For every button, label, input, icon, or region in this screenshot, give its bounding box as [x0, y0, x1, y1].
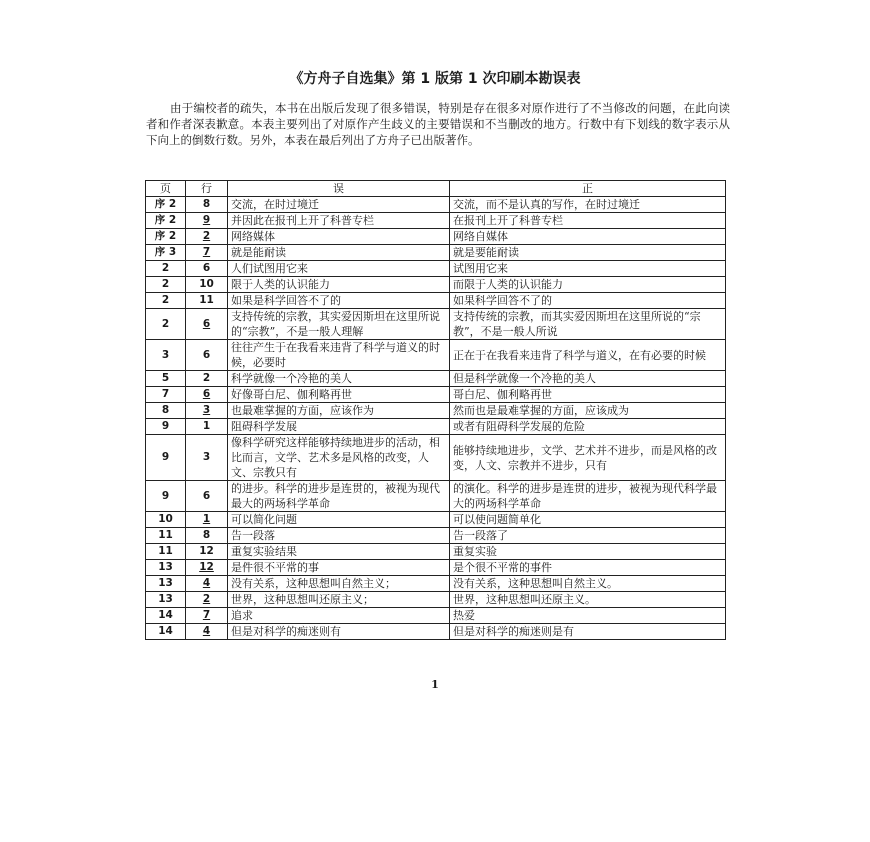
cell-line: [186, 419, 228, 435]
cell-line-number: 3: [202, 451, 211, 463]
cell-right: 是个很不平常的事件: [450, 560, 726, 576]
cell-right: 但是科学就像一个冷艳的美人: [450, 371, 726, 387]
cell-line: [186, 481, 228, 512]
cell-page: 2: [146, 261, 186, 277]
cell-line: [186, 371, 228, 387]
cell-wrong: 往往产生于在我看来违背了科学与道义的时候，必要时: [228, 340, 450, 371]
cell-line-number: 6: [202, 388, 211, 400]
table-row: [146, 293, 726, 309]
cell-line-number: 2: [202, 230, 211, 242]
cell-right: 没有关系，这种思想叫自然主义。: [450, 576, 726, 592]
cell-wrong: 的进步。科学的进步是连贯的，被视为现代最大的两场科学革命: [228, 481, 450, 512]
table-row: [146, 245, 726, 261]
cell-line-number: 4: [202, 577, 211, 589]
table-row: [146, 387, 726, 403]
cell-line-number: 6: [202, 489, 211, 502]
cell-line: [186, 528, 228, 544]
header-right: 正: [450, 181, 726, 197]
cell-page: 2: [146, 277, 186, 293]
cell-wrong: 世界，这种思想叫还原主义；: [228, 592, 450, 608]
cell-page: 11: [146, 528, 186, 544]
cell-line-number: 12: [199, 545, 214, 557]
cell-right: 就是要能耐读: [450, 245, 726, 261]
cell-line: [186, 576, 228, 592]
cell-wrong: 追求: [228, 608, 450, 624]
cell-line-number: 10: [199, 278, 214, 290]
table-row: [146, 403, 726, 419]
cell-line-number: 8: [202, 198, 211, 210]
cell-wrong: 是件很不平常的事: [228, 560, 450, 576]
cell-line-number: 2: [202, 593, 211, 605]
cell-line-number: 6: [202, 317, 211, 330]
table-row: [146, 371, 726, 387]
cell-line: [186, 277, 228, 293]
cell-line-number: 2: [202, 372, 211, 384]
cell-line-number: 6: [202, 262, 211, 274]
table-row: [146, 560, 726, 576]
cell-right: 如果科学回答不了的: [450, 293, 726, 309]
cell-line: [186, 435, 228, 481]
cell-line-number: 11: [199, 294, 214, 306]
cell-wrong: 可以简化问题: [228, 512, 450, 528]
cell-right: 重复实验: [450, 544, 726, 560]
cell-wrong: 交流，在时过境迁: [228, 197, 450, 213]
cell-wrong: 但是对科学的痴迷则有: [228, 624, 450, 640]
table-row: [146, 261, 726, 277]
cell-wrong: 人们试图用它来: [228, 261, 450, 277]
cell-page: 序 2: [146, 213, 186, 229]
errata-table: [145, 180, 726, 640]
cell-line: [186, 387, 228, 403]
cell-right: 热爱: [450, 608, 726, 624]
cell-page: 9: [146, 481, 186, 512]
cell-wrong: 没有关系，这种思想叫自然主义；: [228, 576, 450, 592]
cell-line: [186, 261, 228, 277]
cell-wrong: 像科学研究这样能够持续地进步的活动，相比而言，文学、艺术多是风格的改变，人文、宗教只有: [228, 435, 450, 481]
cell-line: [186, 512, 228, 528]
cell-line: [186, 213, 228, 229]
cell-right: 的演化。科学的进步是连贯的进步，被视为现代科学最大的两场科学革命: [450, 481, 726, 512]
cell-page: 7: [146, 387, 186, 403]
cell-page: 9: [146, 435, 186, 481]
table-row: [146, 340, 726, 371]
cell-right: 支持传统的宗教，而其实爱因斯坦在这里所说的“宗教”，不是一般人所说: [450, 309, 726, 340]
cell-line: [186, 544, 228, 560]
cell-line: [186, 560, 228, 576]
header-wrong: 误: [228, 181, 450, 197]
page-number: 1: [431, 678, 439, 691]
cell-page: 14: [146, 608, 186, 624]
cell-line: [186, 293, 228, 309]
intro-text: 由于编校者的疏失，本书在出版后发现了很多错误，特别是存在很多对原作进行了不当修改的问题，在此向读者和作者深表歉意。本表主要列出了对原作产生歧义的主要错误和不当删改的地方。行数中有下划线的数字表示从下向上的倒数行数。另外，本表在最后列出了方舟子已出版著作。: [146, 101, 730, 147]
cell-page: 13: [146, 592, 186, 608]
cell-wrong: 支持传统的宗教，其实爱因斯坦在这里所说的“宗教”，不是一般人理解: [228, 309, 450, 340]
cell-line-number: 3: [202, 404, 211, 416]
cell-line: [186, 340, 228, 371]
cell-page: 2: [146, 293, 186, 309]
cell-line: [186, 592, 228, 608]
cell-right: 世界，这种思想叫还原主义。: [450, 592, 726, 608]
cell-page: 13: [146, 560, 186, 576]
cell-right: 但是对科学的痴迷则是有: [450, 624, 726, 640]
table-row: [146, 528, 726, 544]
cell-page: 11: [146, 544, 186, 560]
table-row: [146, 229, 726, 245]
cell-right: 或者有阻碍科学发展的危险: [450, 419, 726, 435]
header-line: 行: [186, 181, 228, 197]
cell-wrong: 就是能耐读: [228, 245, 450, 261]
document-title: 《方舟子自选集》第 1 版第 1 次印刷本勘误表: [289, 71, 581, 87]
cell-line-number: 7: [202, 246, 211, 258]
table-row: [146, 309, 726, 340]
cell-wrong: 好像哥白尼、伽利略再世: [228, 387, 450, 403]
table-row: [146, 544, 726, 560]
cell-page: 序 2: [146, 229, 186, 245]
cell-right: 正在于在我看来违背了科学与道义，在有必要的时候: [450, 340, 726, 371]
cell-page: 14: [146, 624, 186, 640]
table-row: [146, 624, 726, 640]
cell-right: 哥白尼、伽利略再世: [450, 387, 726, 403]
cell-right: 交流，而不是认真的写作，在时过境迁: [450, 197, 726, 213]
table-row: [146, 512, 726, 528]
cell-line-number: 12: [199, 561, 214, 573]
cell-wrong: 也最难掌握的方面，应该作为: [228, 403, 450, 419]
cell-line-number: 8: [202, 529, 211, 541]
cell-line: [186, 229, 228, 245]
cell-line: [186, 624, 228, 640]
table-row: [146, 481, 726, 512]
cell-right: 而限于人类的认识能力: [450, 277, 726, 293]
cell-line-number: 9: [202, 214, 211, 226]
table-row: [146, 576, 726, 592]
cell-wrong: 限于人类的认识能力: [228, 277, 450, 293]
table-body: [146, 197, 726, 640]
table-row: [146, 435, 726, 481]
table-row: [146, 419, 726, 435]
cell-page: 序 2: [146, 197, 186, 213]
cell-page: 2: [146, 309, 186, 340]
cell-line-number: 1: [202, 420, 211, 432]
cell-line: [186, 309, 228, 340]
table-row: [146, 277, 726, 293]
cell-wrong: 阻碍科学发展: [228, 419, 450, 435]
cell-line: [186, 245, 228, 261]
cell-wrong: 科学就像一个冷艳的美人: [228, 371, 450, 387]
cell-right: 试图用它来: [450, 261, 726, 277]
cell-line: [186, 197, 228, 213]
cell-right: 在报刊上开了科普专栏: [450, 213, 726, 229]
cell-page: 5: [146, 371, 186, 387]
intro-paragraph: [146, 100, 730, 148]
cell-right: 网络自媒体: [450, 229, 726, 245]
cell-wrong: 如果是科学回答不了的: [228, 293, 450, 309]
cell-line: [186, 403, 228, 419]
table-row: [146, 213, 726, 229]
table-header-row: [146, 181, 726, 197]
cell-line-number: 4: [202, 625, 211, 637]
cell-wrong: 并因此在报刊上开了科普专栏: [228, 213, 450, 229]
cell-line-number: 1: [202, 513, 211, 525]
table-row: [146, 592, 726, 608]
cell-right: 能够持续地进步，文学、艺术并不进步，而是风格的改变，人文、宗教并不进步，只有: [450, 435, 726, 481]
header-page: 页: [146, 181, 186, 197]
table-row: [146, 197, 726, 213]
cell-page: 9: [146, 419, 186, 435]
cell-right: 然而也是最难掌握的方面，应该成为: [450, 403, 726, 419]
cell-page: 10: [146, 512, 186, 528]
cell-wrong: 重复实验结果: [228, 544, 450, 560]
cell-wrong: 网络媒体: [228, 229, 450, 245]
cell-page: 8: [146, 403, 186, 419]
cell-right: 可以使问题简单化: [450, 512, 726, 528]
cell-page: 13: [146, 576, 186, 592]
cell-line: [186, 608, 228, 624]
cell-line-number: 6: [202, 348, 211, 361]
cell-page: 序 3: [146, 245, 186, 261]
cell-wrong: 告一段落: [228, 528, 450, 544]
cell-right: 告一段落了: [450, 528, 726, 544]
cell-page: 3: [146, 340, 186, 371]
cell-line-number: 7: [202, 609, 211, 621]
table-row: [146, 608, 726, 624]
